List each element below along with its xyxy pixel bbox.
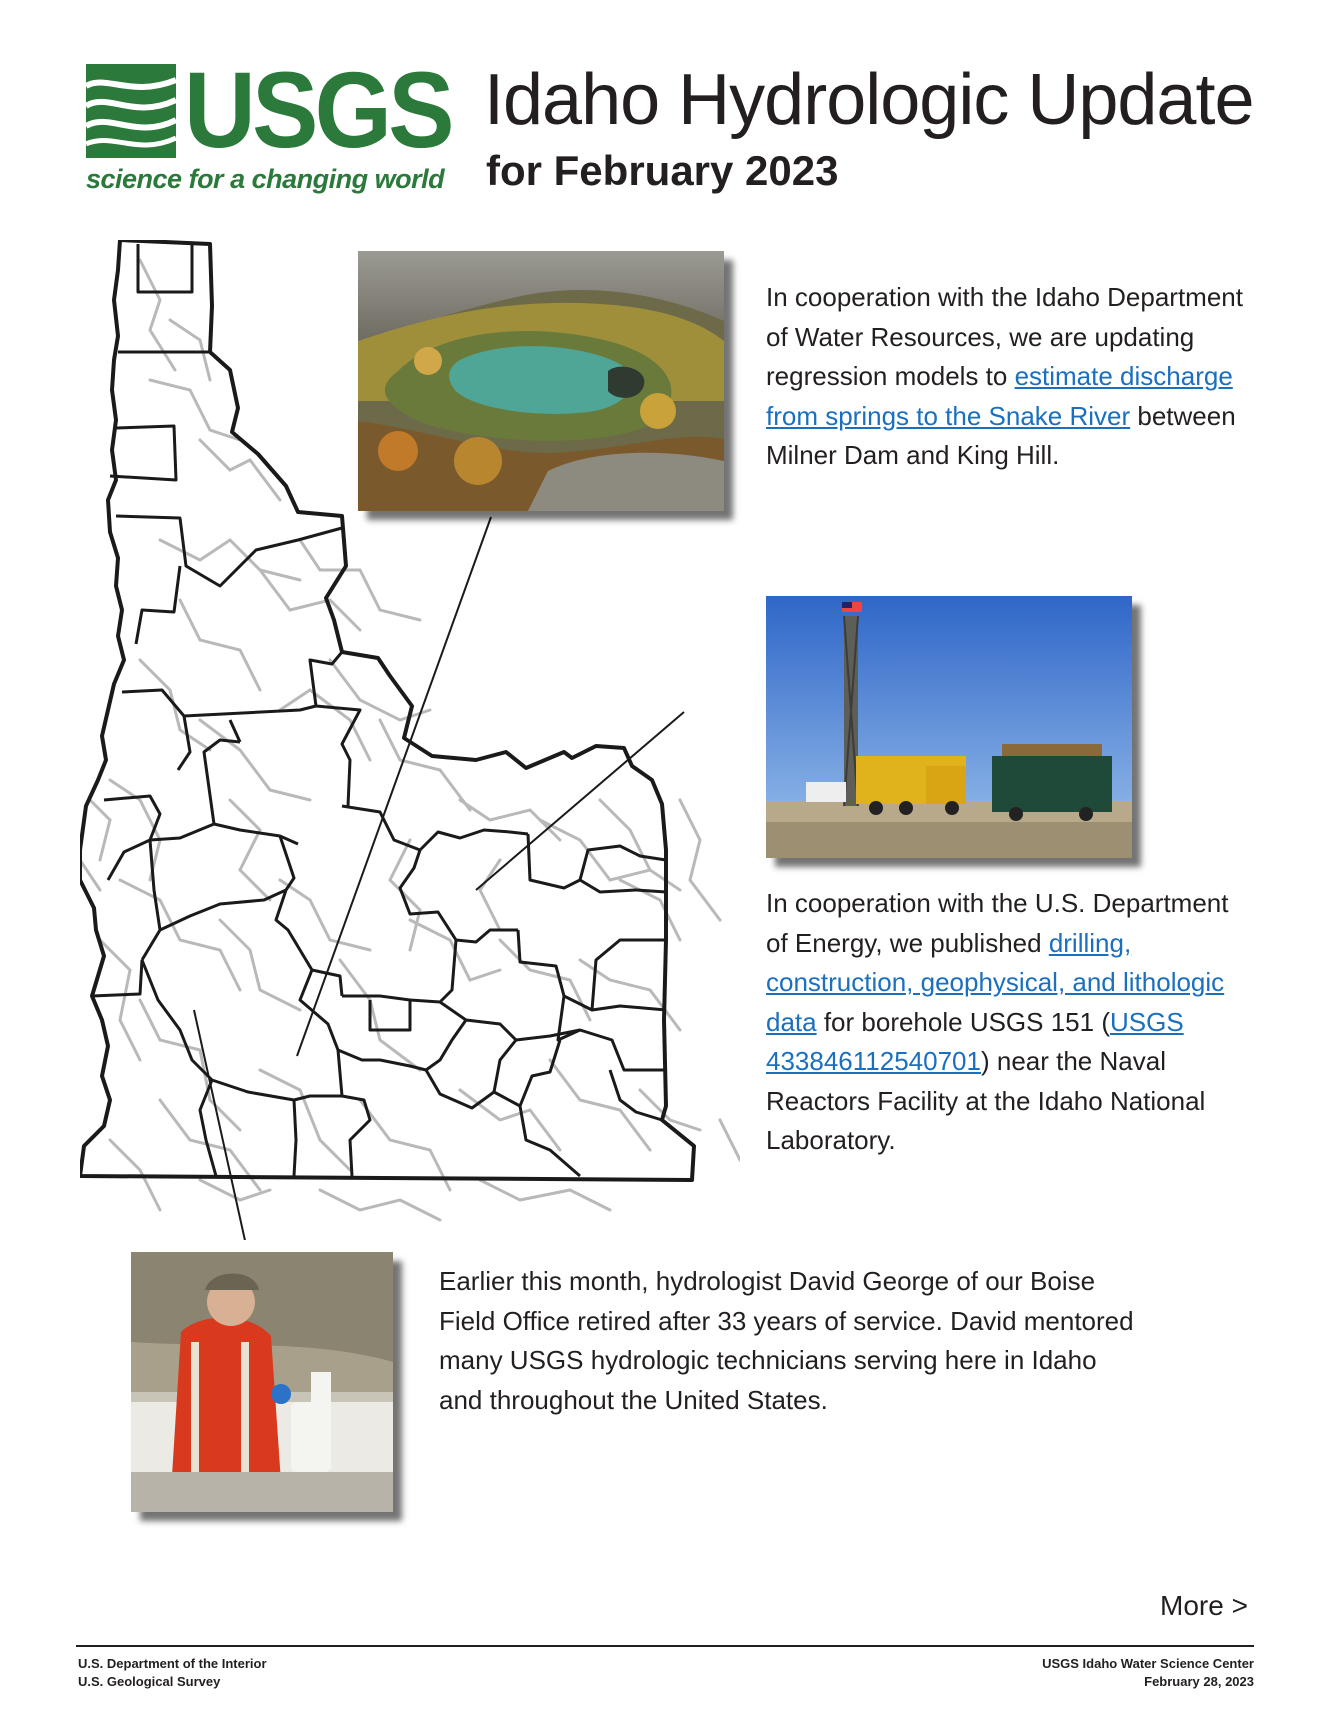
page-subtitle: for February 2023 — [486, 147, 839, 194]
retirement-update-text: Earlier this month, hydrologist David George of our Boise Field Office retired after 33 years of service. David mentored many USGS hydrologic technicians serving here in Idaho and throughout the United States. — [439, 1266, 1134, 1415]
springs-discharge-link[interactable]: estimate discharge from springs to the Snake River — [766, 361, 1233, 431]
usgs-waves-icon — [86, 64, 176, 158]
borehole-data-link[interactable]: drilling, construction, geophysical, and lithologic data — [766, 927, 1225, 1037]
footer-right — [1042, 1655, 1254, 1691]
springs-text-after: between Milner Dam and King Hill. — [766, 400, 1236, 470]
footer-agency: U.S. Geological Survey — [78, 1674, 221, 1689]
footer-divider — [76, 1645, 1254, 1647]
drill-rig-photo — [766, 596, 1132, 858]
borehole-text-after: ) near the Naval Reactors Facility at the Idaho National Laboratory. — [766, 1046, 1206, 1155]
borehole-update-text — [766, 884, 1236, 1161]
usgs-tagline: science for a changing world — [86, 164, 445, 194]
footer-date: February 28, 2023 — [1144, 1674, 1254, 1689]
footer-left — [78, 1655, 267, 1691]
hydrologist-photo — [131, 1252, 393, 1512]
footer-department: U.S. Department of the Interior — [78, 1656, 267, 1671]
hydrologist-photo-image — [131, 1252, 393, 1512]
page-title: Idaho Hydrologic Update — [484, 60, 1254, 140]
spring-photo — [358, 251, 724, 511]
usgs-wordmark: USGS — [184, 49, 451, 170]
spring-photo-image — [358, 251, 724, 511]
borehole-text-middle: for borehole USGS 151 ( — [816, 1006, 1110, 1037]
borehole-text-before: In cooperation with the U.S. Department of Energy, we published — [766, 888, 1229, 958]
usgs-logo — [86, 49, 451, 198]
springs-text-before: In cooperation with the Idaho Department of Water Resources, we are updating regression models to — [766, 282, 1243, 391]
drill-rig-photo-image — [766, 596, 1132, 858]
more-link[interactable]: More > — [1160, 1590, 1248, 1621]
site-number-link[interactable]: USGS 433846112540701 — [766, 1006, 1184, 1076]
footer-center: USGS Idaho Water Science Center — [1042, 1656, 1254, 1671]
springs-update-text — [766, 278, 1246, 476]
